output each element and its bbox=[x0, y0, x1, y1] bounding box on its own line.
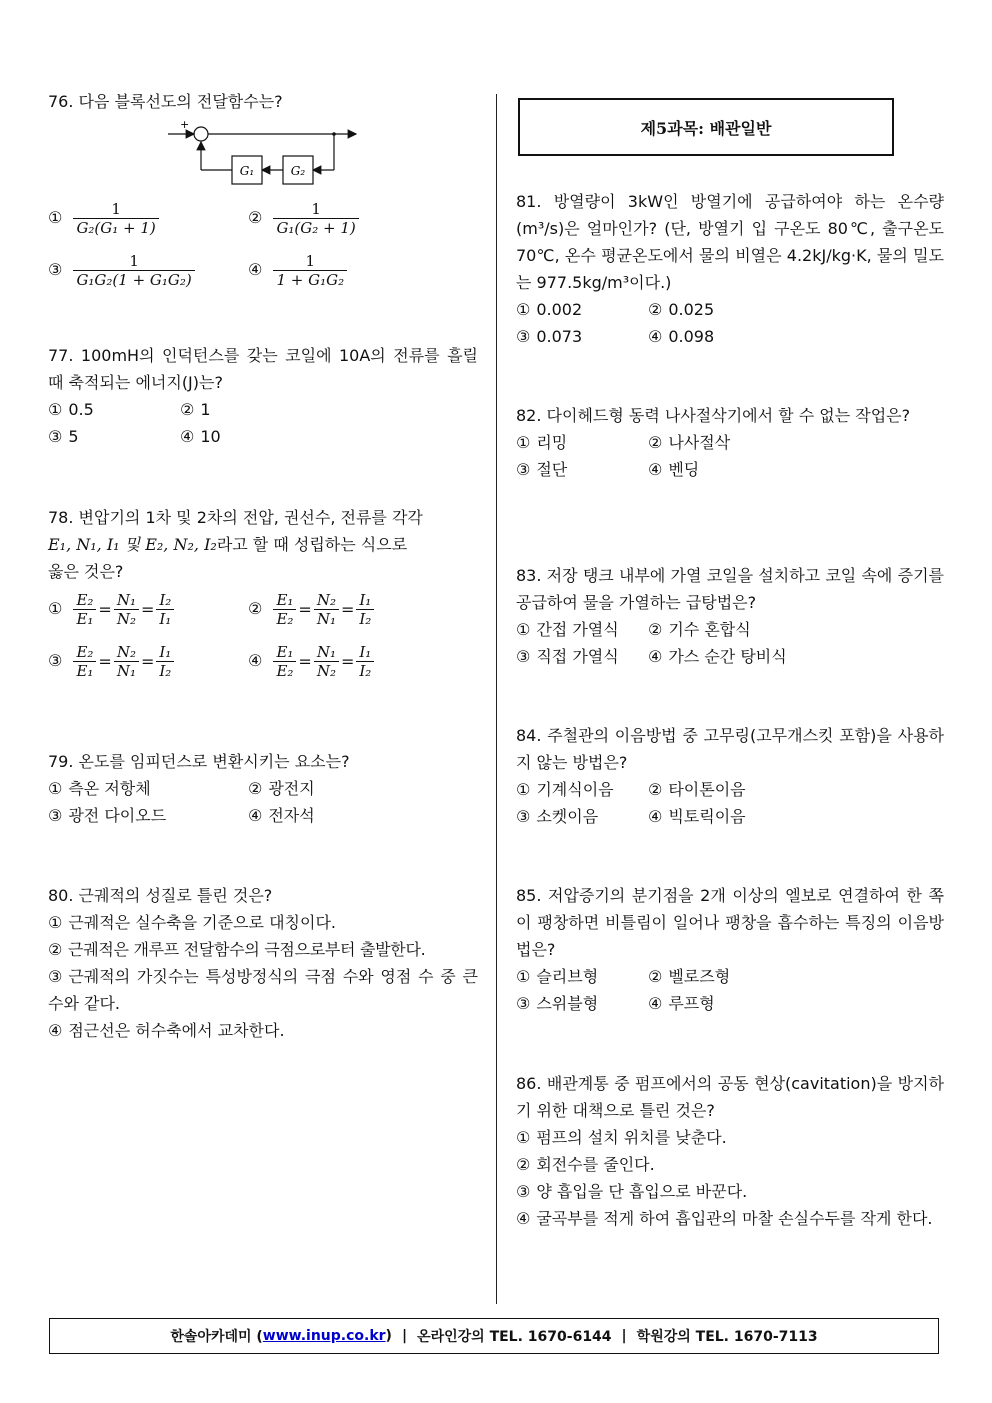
options bbox=[516, 776, 944, 830]
option-2[interactable]: ② 회전수를 줄인다. bbox=[516, 1155, 655, 1174]
option-3[interactable]: ③ 광전 다이오드 bbox=[48, 806, 167, 825]
column-divider bbox=[496, 94, 497, 1304]
question-80 bbox=[48, 882, 478, 1044]
option-1[interactable]: ① 측온 저항체 bbox=[48, 779, 151, 798]
option-1[interactable]: ① 0.5 bbox=[48, 400, 94, 419]
question-82 bbox=[516, 402, 944, 483]
option-4[interactable]: ④ 전자석 bbox=[248, 806, 315, 825]
option-4[interactable]: ④ 루프형 bbox=[648, 994, 715, 1013]
option-4[interactable]: ④ 점근선은 허수축에서 교차한다. bbox=[48, 1021, 285, 1040]
options bbox=[516, 963, 944, 1017]
options bbox=[48, 585, 478, 695]
option-3[interactable]: ③ 스위블형 bbox=[516, 994, 599, 1013]
option-4[interactable]: ④ 가스 순간 탕비식 bbox=[648, 647, 787, 666]
option-2[interactable]: ② 근궤적은 개루프 전달함수의 극점으로부터 출발한다. bbox=[48, 940, 426, 959]
question-79 bbox=[48, 748, 478, 829]
option-1[interactable]: ① 간접 가열식 bbox=[516, 620, 619, 639]
question-stem: 81. 방열량이 3kW인 방열기에 공급하여야 하는 온수량(m³/s)은 얼마인가? (단, 방열기 입 구온도 80℃, 출구온도 70℃, 온수 평균온도에서 물의 비열은 4.2kJ/kg·K, 물의 밀도는 977.5kg/m³이다.) bbox=[516, 192, 944, 292]
footer-academy: 한솔아카데미 ( bbox=[170, 1329, 263, 1345]
option-2[interactable]: ② 타이톤이음 bbox=[648, 780, 746, 799]
question-stem: 76. 다음 블록선도의 전달함수는? bbox=[48, 92, 283, 111]
footer-separator: | bbox=[621, 1328, 627, 1344]
option-3[interactable]: ③ 5 bbox=[48, 427, 79, 446]
question-stem: 77. 100mH의 인덕턴스를 갖는 코일에 10A의 전류를 흘릴 때 축적되는 에너지(J)는? bbox=[48, 346, 478, 392]
option-4[interactable]: ④ $\frac{\text{E₁}}{\text{E₂}}$ = $\frac{\text{N₁}}{\text{N₂}}$ = $\frac{\text{I₁}}{\text{I₂}}$ bbox=[248, 643, 374, 680]
question-85 bbox=[516, 882, 944, 1017]
option-2[interactable]: ② $\frac{\text{E₁}}{\text{E₂}}$ = $\frac{\text{N₂}}{\text{N₁}}$ = $\frac{\text{I₁}}{\text{I₂}}$ bbox=[248, 591, 374, 628]
option-2[interactable]: ② 광전지 bbox=[248, 779, 315, 798]
svg-text:G₂: G₂ bbox=[290, 164, 306, 178]
option-4[interactable]: ④ $\frac{1}{\text{1 + G₁G₂}}$ bbox=[248, 252, 347, 289]
option-3[interactable]: ③ $\frac{1}{\text{G₁G₂(1 + G₁G₂)}}$ bbox=[48, 252, 195, 289]
footer-website-link[interactable]: www.inup.co.kr bbox=[262, 1328, 386, 1344]
options bbox=[516, 616, 944, 670]
option-1[interactable]: ① 0.002 bbox=[516, 300, 583, 319]
option-4[interactable]: ④ 0.098 bbox=[648, 327, 715, 346]
summing-plus-sign: + bbox=[180, 118, 190, 131]
footer-separator: | bbox=[401, 1328, 408, 1344]
question-stem: 86. 배관계통 중 펌프에서의 공동 현상(cavitation)을 방지하기 위한 대책으로 틀린 것은? bbox=[516, 1074, 944, 1120]
question-stem: 79. 온도를 임피던스로 변환시키는 요소는? bbox=[48, 752, 350, 771]
option-1[interactable]: ① 펌프의 설치 위치를 낮춘다. bbox=[516, 1128, 727, 1147]
option-2[interactable]: ② 1 bbox=[180, 400, 211, 419]
option-3[interactable]: ③ $\frac{\text{E₂}}{\text{E₁}}$ = $\frac{\text{N₂}}{\text{N₁}}$ = $\frac{\text{I₁}}{\text{I₂}}$ bbox=[48, 643, 174, 680]
option-1[interactable]: ① 기계식이음 bbox=[516, 780, 614, 799]
option-4[interactable]: ④ 10 bbox=[180, 427, 221, 446]
option-2[interactable]: ② 0.025 bbox=[648, 300, 715, 319]
option-1[interactable]: ① 근궤적은 실수축을 기준으로 대칭이다. bbox=[48, 913, 336, 932]
options bbox=[516, 429, 944, 483]
option-4[interactable]: ④ 빅토릭이음 bbox=[648, 807, 746, 826]
footer-offline-tel: 학원강의 TEL. 1670-7113 bbox=[636, 1329, 818, 1345]
option-1[interactable]: ① 슬리브형 bbox=[516, 967, 599, 986]
stem-variables: E₁, N₁, I₁ 및 E₂, N₂, I₂ bbox=[48, 535, 217, 554]
question-78 bbox=[48, 504, 478, 695]
options bbox=[48, 909, 478, 1044]
question-stem: 85. 저압증기의 분기점을 2개 이상의 엘보로 연결하여 한 쪽이 팽창하면 비틀림이 일어나 팽창을 흡수하는 특징의 이음방법은? bbox=[516, 886, 944, 959]
option-4[interactable]: ④ 벤딩 bbox=[648, 460, 700, 479]
question-stem: 84. 주철관의 이음방법 중 고무링(고무개스킷 포함)을 사용하지 않는 방법은? bbox=[516, 726, 944, 772]
option-2[interactable]: ② 나사절삭 bbox=[648, 433, 731, 452]
option-3[interactable]: ③ 양 흡입을 단 흡입으로 바꾼다. bbox=[516, 1182, 748, 1201]
option-2[interactable]: ② 벨로즈형 bbox=[648, 967, 731, 986]
question-76 bbox=[48, 88, 478, 289]
question-stem: 83. 저장 탱크 내부에 가열 코일을 설치하고 코일 속에 증기를 공급하여 물을 가열하는 급탕법은? bbox=[516, 566, 944, 612]
block-diagram bbox=[166, 118, 366, 190]
option-1[interactable]: ① 리밍 bbox=[516, 433, 568, 452]
options bbox=[48, 192, 478, 292]
option-3[interactable]: ③ 절단 bbox=[516, 460, 568, 479]
option-3[interactable]: ③ 근궤적의 가짓수는 특성방정식의 극점 수와 영점 수 중 큰 수와 같다. bbox=[48, 967, 478, 1013]
option-1[interactable]: ① $\frac{\text{E₂}}{\text{E₁}}$ = $\frac{\text{N₁}}{\text{N₂}}$ = $\frac{\text{I₂}}{\text{I₁}}$ bbox=[48, 591, 174, 628]
subject-title: 제5과목: 배관일반 bbox=[518, 98, 894, 156]
question-83 bbox=[516, 562, 944, 670]
svg-text:G₁: G₁ bbox=[239, 164, 255, 178]
options bbox=[516, 296, 944, 350]
footer-online-tel: 온라인강의 TEL. 1670-6144 bbox=[417, 1329, 612, 1345]
footer-bar: 한솔아카데미 ( www.inup.co.kr ) | 온라인강의 TEL. 1670-6144 | 학원강의 TEL. 1670-7113 bbox=[49, 1318, 939, 1354]
question-stem: 82. 다이헤드형 동력 나사절삭기에서 할 수 없는 작업은? bbox=[516, 406, 911, 425]
option-3[interactable]: ③ 직접 가열식 bbox=[516, 647, 619, 666]
question-77 bbox=[48, 342, 478, 450]
question-84 bbox=[516, 722, 944, 830]
option-1[interactable]: ① $\frac{1}{\text{G₂(G₁ + 1)}}$ bbox=[48, 200, 159, 237]
question-stem: 78. 변압기의 1차 및 2차의 전압, 권선수, 전류를 각각 E₁, N₁, I₁ 및 E₂, N₂, I₂라고 할 때 성립하는 식으로 옳은 것은? bbox=[48, 508, 423, 581]
option-3[interactable]: ③ 0.073 bbox=[516, 327, 583, 346]
option-2[interactable]: ② 기수 혼합식 bbox=[648, 620, 751, 639]
options bbox=[516, 1124, 944, 1232]
question-86 bbox=[516, 1070, 944, 1232]
option-4[interactable]: ④ 굴곡부를 적게 하여 흡입관의 마찰 손실수두를 작게 한다. bbox=[516, 1209, 933, 1228]
question-stem: 80. 근궤적의 성질로 틀린 것은? bbox=[48, 886, 273, 905]
options bbox=[48, 775, 478, 829]
option-3[interactable]: ③ 소켓이음 bbox=[516, 807, 599, 826]
options bbox=[48, 396, 478, 450]
option-2[interactable]: ② $\frac{1}{\text{G₁(G₂ + 1)}}$ bbox=[248, 200, 359, 237]
question-81 bbox=[516, 188, 944, 350]
summing-junction bbox=[194, 127, 208, 141]
